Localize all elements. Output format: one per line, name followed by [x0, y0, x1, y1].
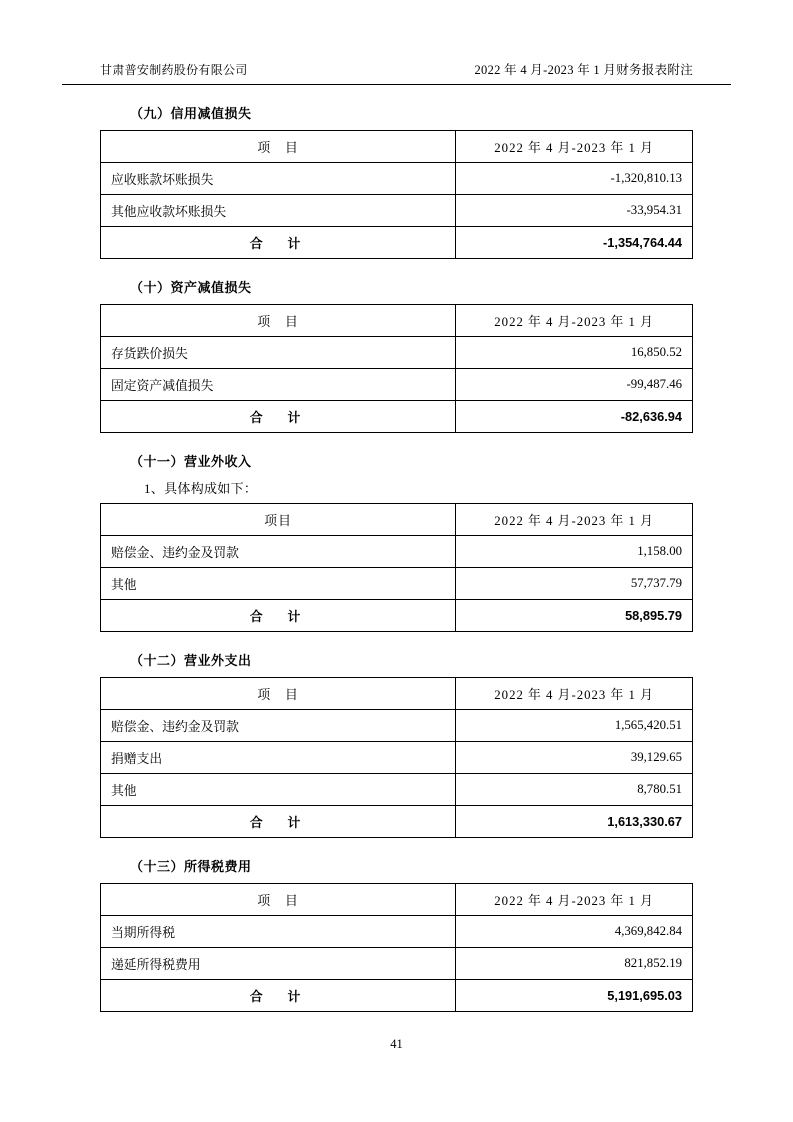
table-row	[101, 710, 693, 742]
row-item-value: -1,320,810.13	[456, 163, 693, 195]
financial-table	[100, 677, 693, 838]
total-value: 58,895.79	[456, 600, 693, 632]
financial-section	[100, 103, 693, 259]
table-total-row	[101, 980, 693, 1012]
header-company-name: 甘肃普安制药股份有限公司	[100, 63, 248, 77]
row-item-value: 57,737.79	[456, 568, 693, 600]
row-item-label: 赔偿金、违约金及罚款	[101, 536, 456, 568]
total-value: 1,613,330.67	[456, 806, 693, 838]
total-label: 合 计	[101, 401, 456, 433]
column-header: 项 目	[101, 305, 456, 337]
section-title: （十二）营业外支出	[130, 653, 252, 668]
table-total-row	[101, 600, 693, 632]
table-row	[101, 195, 693, 227]
row-item-value: -99,487.46	[456, 369, 693, 401]
total-value: 5,191,695.03	[456, 980, 693, 1012]
financial-table	[100, 304, 693, 433]
row-item-value: 16,850.52	[456, 337, 693, 369]
table-row	[101, 742, 693, 774]
row-item-label: 存货跌价损失	[101, 337, 456, 369]
row-item-label: 赔偿金、违约金及罚款	[101, 710, 456, 742]
financial-section	[100, 856, 693, 1012]
total-value: -1,354,764.44	[456, 227, 693, 259]
page-number: 41	[390, 1037, 403, 1051]
column-header: 项 目	[101, 131, 456, 163]
section-title: （十三）所得税费用	[130, 859, 252, 874]
row-item-value: 4,369,842.84	[456, 916, 693, 948]
row-item-label: 固定资产减值损失	[101, 369, 456, 401]
table-header-row	[101, 305, 693, 337]
section-title: （十）资产减值损失	[130, 280, 252, 295]
table-row	[101, 948, 693, 980]
row-item-label: 应收账款坏账损失	[101, 163, 456, 195]
row-item-label: 其他	[101, 568, 456, 600]
row-item-value: 39,129.65	[456, 742, 693, 774]
table-total-row	[101, 401, 693, 433]
total-label: 合 计	[101, 600, 456, 632]
column-header: 项目	[101, 504, 456, 536]
column-header: 2022 年 4 月-2023 年 1 月	[456, 131, 693, 163]
financial-table	[100, 883, 693, 1012]
column-header: 2022 年 4 月-2023 年 1 月	[456, 678, 693, 710]
column-header: 2022 年 4 月-2023 年 1 月	[456, 504, 693, 536]
row-item-value: -33,954.31	[456, 195, 693, 227]
column-header: 2022 年 4 月-2023 年 1 月	[456, 305, 693, 337]
row-item-value: 821,852.19	[456, 948, 693, 980]
table-row	[101, 163, 693, 195]
row-item-value: 1,158.00	[456, 536, 693, 568]
column-header: 项 目	[101, 678, 456, 710]
financial-table	[100, 130, 693, 259]
row-item-label: 捐赠支出	[101, 742, 456, 774]
financial-section	[100, 650, 693, 838]
table-row	[101, 337, 693, 369]
table-row	[101, 774, 693, 806]
total-value: -82,636.94	[456, 401, 693, 433]
row-item-label: 递延所得税费用	[101, 948, 456, 980]
document-body	[62, 103, 731, 1012]
page-header	[62, 60, 731, 85]
row-item-label: 其他应收款坏账损失	[101, 195, 456, 227]
table-row	[101, 369, 693, 401]
table-total-row	[101, 806, 693, 838]
header-document-title: 2022 年 4 月-2023 年 1 月财务报表附注	[474, 63, 693, 77]
table-header-row	[101, 131, 693, 163]
table-header-row	[101, 884, 693, 916]
table-total-row	[101, 227, 693, 259]
total-label: 合 计	[101, 227, 456, 259]
financial-section	[100, 451, 693, 632]
section-title: （十一）营业外收入	[130, 454, 252, 469]
financial-table	[100, 503, 693, 632]
table-row	[101, 568, 693, 600]
table-row	[101, 916, 693, 948]
row-item-label: 其他	[101, 774, 456, 806]
sections-container	[100, 103, 693, 1012]
section-note: 1、具体构成如下：	[144, 481, 258, 496]
table-row	[101, 536, 693, 568]
table-header-row	[101, 678, 693, 710]
section-title: （九）信用减值损失	[130, 106, 252, 121]
table-header-row	[101, 504, 693, 536]
financial-section	[100, 277, 693, 433]
total-label: 合 计	[101, 980, 456, 1012]
column-header: 项 目	[101, 884, 456, 916]
row-item-value: 1,565,420.51	[456, 710, 693, 742]
column-header: 2022 年 4 月-2023 年 1 月	[456, 884, 693, 916]
row-item-value: 8,780.51	[456, 774, 693, 806]
total-label: 合 计	[101, 806, 456, 838]
row-item-label: 当期所得税	[101, 916, 456, 948]
